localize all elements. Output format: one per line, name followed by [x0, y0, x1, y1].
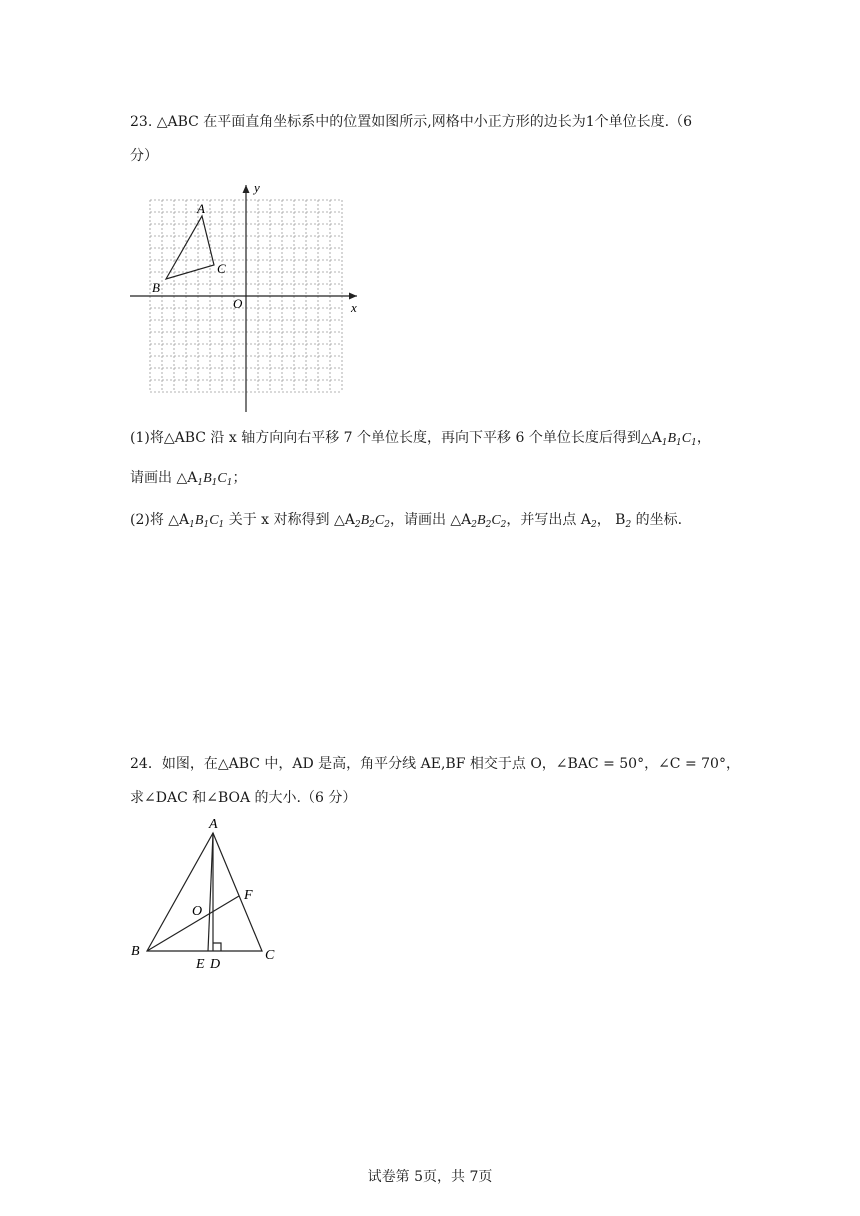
vertex-b-label: B: [152, 280, 160, 295]
point-d-label: D: [210, 957, 221, 972]
page-footer: 试卷第 5页，共 7页: [367, 1169, 493, 1185]
vertex-c-label: C: [265, 948, 275, 963]
q23-stem-line1: 23. △ABC 在平面直角坐标系中的位置如图所示,网格中小正方形的边长为1个单位长度.（6: [130, 114, 693, 130]
q24-stem-line1: 24．如图，在△ABC 中，AD 是高，角平分线 AE,BF 相交于点 O，∠BAC = 50°，∠C = 70°，: [130, 756, 740, 772]
q24-stem-line2: 求∠DAC 和∠BOA 的大小.（6 分）: [130, 790, 357, 806]
vertex-a-label: A: [209, 817, 218, 832]
y-axis-arrow-icon: [243, 185, 250, 193]
point-o-label: O: [192, 904, 203, 919]
q23-stem-line2: 分）: [130, 148, 158, 164]
q23-coordinate-figure: [125, 180, 365, 420]
vertex-a-label: A: [197, 201, 205, 216]
axes: [130, 185, 357, 412]
point-f-label: F: [244, 888, 253, 903]
vertex-c-label: C: [217, 261, 226, 276]
triangle-abc: [166, 216, 214, 279]
point-e-label: E: [196, 957, 205, 972]
q23-part1-line2: 请画出 $\triangle A_1B_1C_1$；: [130, 470, 247, 488]
right-angle-mark: [213, 943, 221, 951]
q23-part2: (2)将 $\triangle A_1B_1C_1$ 关于 x 对称得到 $\triangle A_2B_2C_2$，请画出 $\triangle A_2B_2C_2$，并写出点 $A_2$， $B_2$ 的坐标.: [130, 512, 683, 530]
q23-part1-line1: (1)将△ABC 沿 x 轴方向向右平移 7 个单位长度，再向下平移 6 个单位长度后得到$\triangle A_1B_1C_1$，: [130, 430, 711, 448]
x-axis-arrow-icon: [349, 293, 357, 300]
x-axis-label: x: [351, 300, 357, 315]
y-axis-label: y: [254, 180, 260, 195]
q24-triangle-figure: [125, 812, 295, 972]
vertex-b-label: B: [131, 944, 140, 959]
origin-label: O: [233, 296, 243, 311]
bisector-ae: [208, 833, 213, 951]
